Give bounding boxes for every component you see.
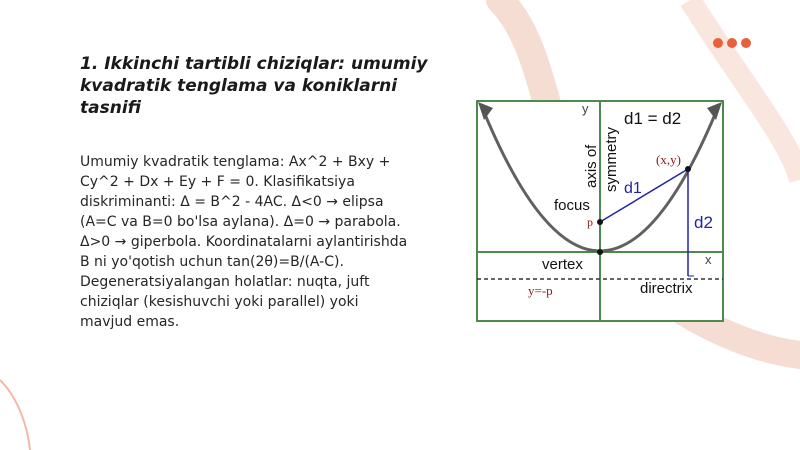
focus-point bbox=[597, 219, 603, 225]
decorative-dots bbox=[713, 38, 751, 48]
dot-icon bbox=[741, 38, 751, 48]
directrix-equation: y=-p bbox=[528, 283, 553, 298]
slide-title: 1. Ikkinchi tartibli chiziqlar: umumiy kvadratik tenglama va koniklarni tasnifi bbox=[80, 54, 428, 118]
vertex-label: vertex bbox=[542, 256, 583, 273]
focus-point-label: p bbox=[587, 215, 593, 229]
curve-point bbox=[685, 166, 691, 172]
y-axis-label: y bbox=[582, 101, 589, 116]
d1-label: d1 bbox=[624, 180, 642, 197]
d2-label: d2 bbox=[694, 213, 713, 232]
focus-label: focus bbox=[554, 197, 590, 214]
axis-label-line1: axis of bbox=[583, 144, 600, 188]
dot-icon bbox=[713, 38, 723, 48]
directrix-label: directrix bbox=[640, 280, 693, 297]
point-label: (x,y) bbox=[656, 152, 681, 167]
x-axis-label: x bbox=[705, 252, 712, 267]
vertex-point bbox=[597, 249, 603, 255]
axis-label-line2: symmetry bbox=[603, 127, 620, 192]
parabola-diagram bbox=[476, 100, 724, 322]
slide-body-text: Umumiy kvadratik tenglama: Ax^2 + Bxy + Cy^2 + Dx + Ey + F = 0. Klasifikatsiya diskriminanti: Δ = B^2 - 4AC. Δ<0 → elipsa (A=C va B=0 bo'lsa aylana). Δ=0 → parabola. Δ>0 → giperbola. Koordinatalarni aylantirishda B ni yo'qotish uchun tan(2θ)=B/(A-C). Degeneratsiyalangan holatlar: nuqta, juft chiziqlar (kesishuvchi yoki parallel) yoki mavjud emas. bbox=[80, 154, 408, 330]
dot-icon bbox=[727, 38, 737, 48]
equality-label: d1 = d2 bbox=[624, 109, 682, 128]
